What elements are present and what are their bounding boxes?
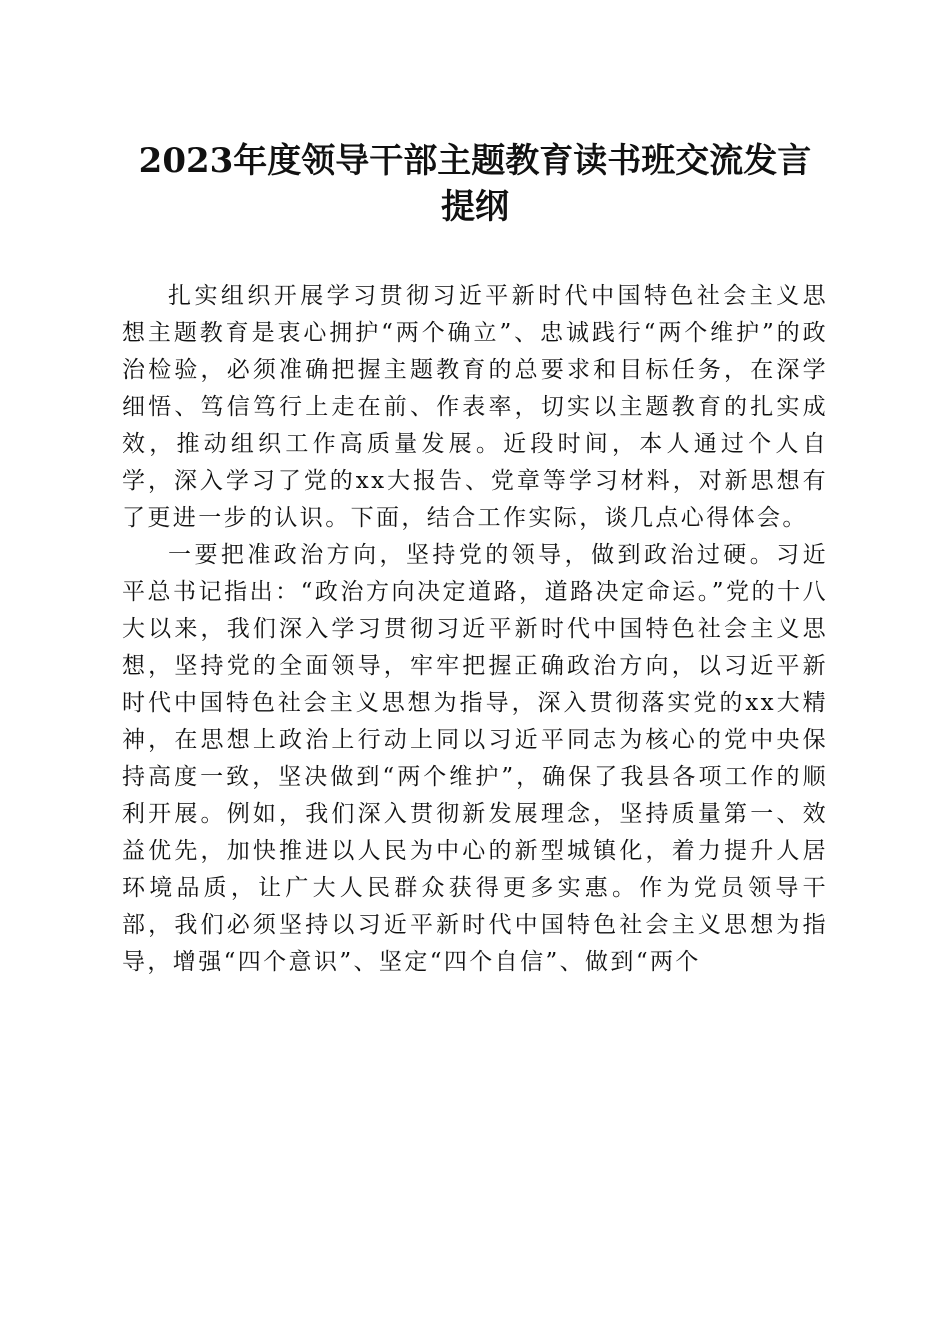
paragraph-intro: 扎实组织开展学习贯彻习近平新时代中国特色社会主义思想主题教育是衷心拥护“两个确立”、忠诚践行“两个维护”的政治检验，必须准确把握主题教育的总要求和目标任务，在深学细悟、笃信笃行上走在前、作表率，切实以主题教育的扎实成效，推动组织工作高质量发展。近段时间，本人通过个人自学，深入学习了党的xx大报告、党章等学习材料，对新思想有了更进一步的认识。下面，结合工作实际，谈几点心得体会。	[122, 283, 828, 531]
document-body	[122, 278, 828, 981]
document-title	[100, 138, 850, 230]
document-title-line-1: 2023年度领导干部主题教育读书班交流发言	[138, 141, 812, 181]
document-title-line-2: 提纲	[441, 187, 509, 227]
paragraph-point-one: 一要把准政治方向，坚持党的领导，做到政治过硬。习近平总书记指出：“政治方向决定道路，道路决定命运。”党的十八大以来，我们深入学习贯彻习近平新时代中国特色社会主义思想，坚持党的全面领导，牢牢把握正确政治方向，以习近平新时代中国特色社会主义思想为指导，深入贯彻落实党的xx大精神，在思想上政治上行动上同以习近平同志为核心的党中央保持高度一致，坚决做到“两个维护”，确保了我县各项工作的顺利开展。例如，我们深入贯彻新发展理念，坚持质量第一、效益优先，加快推进以人民为中心的新型城镇化，着力提升人居环境品质，让广大人民群众获得更多实惠。作为党员领导干部，我们必须坚持以习近平新时代中国特色社会主义思想为指导，增强“四个意识”、坚定“四个自信”、做到“两个	[122, 542, 828, 975]
